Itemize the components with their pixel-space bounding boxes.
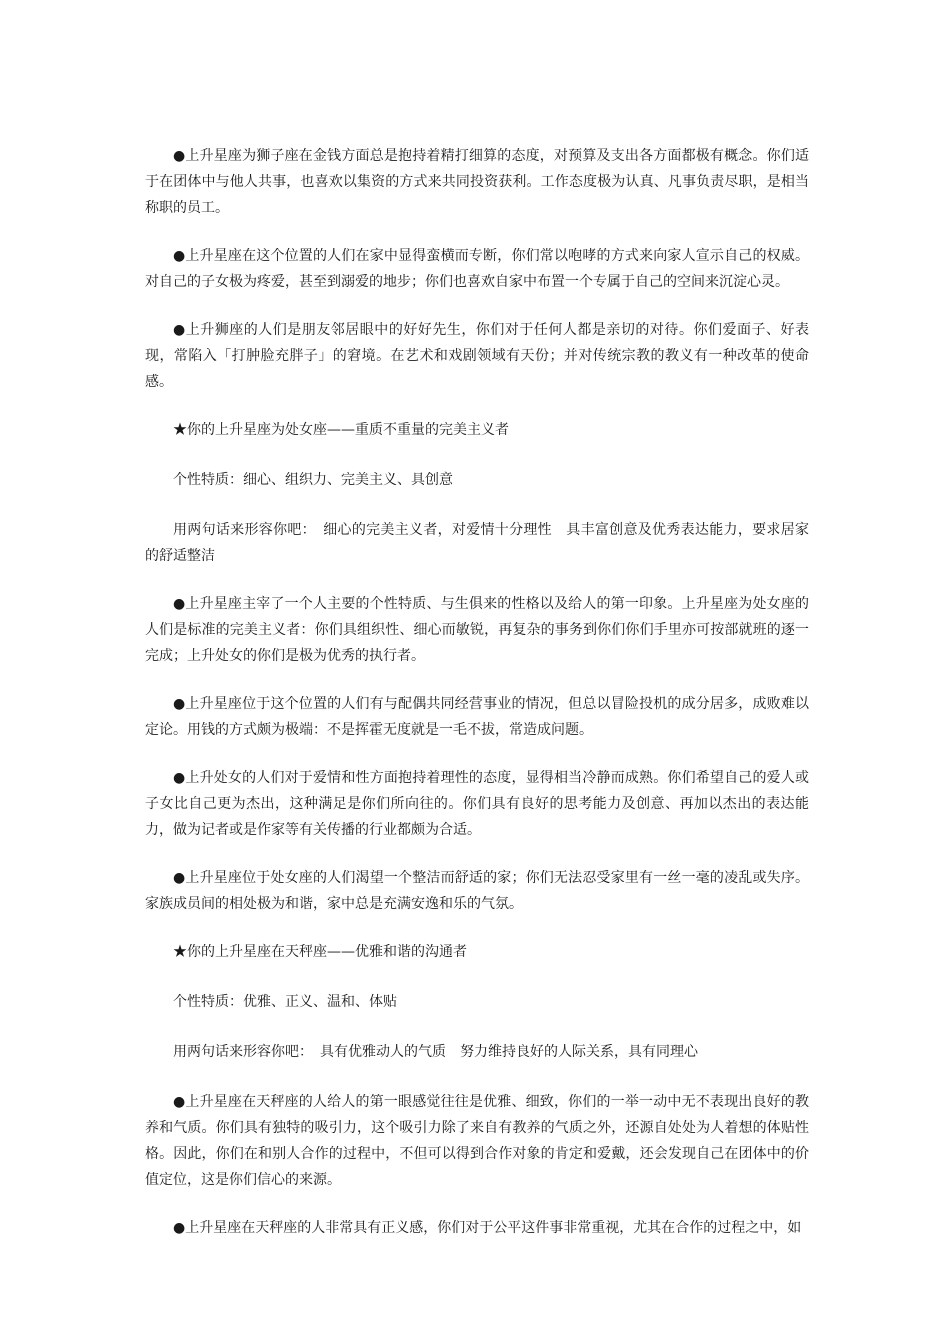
section-heading-virgo: ★你的上升星座为处女座——重质不重量的完美主义者 bbox=[173, 422, 509, 438]
document-page bbox=[145, 143, 809, 1263]
paragraph-leo-money: ●上升星座为狮子座在金钱方面总是抱持着精打细算的态度，对预算及支出各方面都极有概念。你们适于在团体中与他人共事，也喜欢以集资的方式来共同投资获利。工作态度极为认真、凡事负责尽职，是相当称职的员工。 bbox=[145, 148, 809, 216]
paragraph-libra-impression: ●上升星座在天秤座的人给人的第一眼感觉往往是优雅、细致，你们的一举一动中无不表现出良好的教养和气质。你们具有独特的吸引力，这个吸引力除了来自有教养的气质之外，还源自处处为人着想的体贴性格。因此，你们在和别人合作的过程中，不但可以得到合作对象的肯定和爱戴，还会发现自己在团体中的价值定位，这是你们信心的来源。 bbox=[145, 1094, 809, 1188]
section-heading-libra: ★你的上升星座在天秤座——优雅和谐的沟通者 bbox=[173, 944, 467, 960]
traits-virgo: 个性特质：细心、组织力、完美主义、具创意 bbox=[173, 472, 453, 488]
paragraph-virgo-love: ●上升处女的人们对于爱情和性方面抱持着理性的态度，显得相当冷静而成熟。你们希望自己的爱人或子女比自己更为杰出，这种满足是你们所向往的。你们具有良好的思考能力及创意、再加以杰出的表达能力，做为记者或是作家等有关传播的行业都颇为合适。 bbox=[145, 770, 809, 838]
paragraph-libra-justice: ●上升星座在天秤座的人非常具有正义感，你们对于公平这件事非常重视，尤其在合作的过程之中，如 bbox=[173, 1220, 802, 1236]
paragraph-leo-home: ●上升星座在这个位置的人们在家中显得蛮横而专断，你们常以咆哮的方式来向家人宣示自己的权威。对自己的子女极为疼爱，甚至到溺爱的地步；你们也喜欢自家中布置一个专属于自己的空间来沉淀心灵。 bbox=[145, 248, 809, 290]
summary-libra: 用两句话来形容你吧： 具有优雅动人的气质 努力维持良好的人际关系，具有同理心 bbox=[173, 1044, 698, 1060]
paragraph-virgo-home: ●上升星座位于处女座的人们渴望一个整洁而舒适的家；你们无法忍受家里有一丝一毫的凌乱或失序。家族成员间的相处极为和谐，家中总是充满安逸和乐的气氛。 bbox=[145, 870, 809, 912]
paragraph-virgo-business: ●上升星座位于这个位置的人们有与配偶共同经营事业的情况，但总以冒险投机的成分居多，成败难以定论。用钱的方式颇为极端：不是挥霍无度就是一毛不拔，常造成问题。 bbox=[145, 696, 809, 738]
summary-virgo: 用两句话来形容你吧： 细心的完美主义者，对爱情十分理性 具丰富创意及优秀表达能力，要求居家的舒适整洁 bbox=[145, 522, 809, 564]
paragraph-leo-friends: ●上升狮座的人们是朋友邻居眼中的好好先生，你们对于任何人都是亲切的对待。你们爱面子、好表现，常陷入「打肿脸充胖子」的窘境。在艺术和戏剧领域有天份；并对传统宗教的教义有一种改革的使命感。 bbox=[145, 322, 809, 390]
traits-libra: 个性特质：优雅、正义、温和、体贴 bbox=[173, 994, 397, 1010]
paragraph-virgo-personality: ●上升星座主宰了一个人主要的个性特质、与生俱来的性格以及给人的第一印象。上升星座为处女座的人们是标准的完美主义者：你们具组织性、细心而敏锐，再复杂的事务到你们你们手里亦可按部就班的逐一完成；上升处女的你们是极为优秀的执行者。 bbox=[145, 596, 809, 664]
